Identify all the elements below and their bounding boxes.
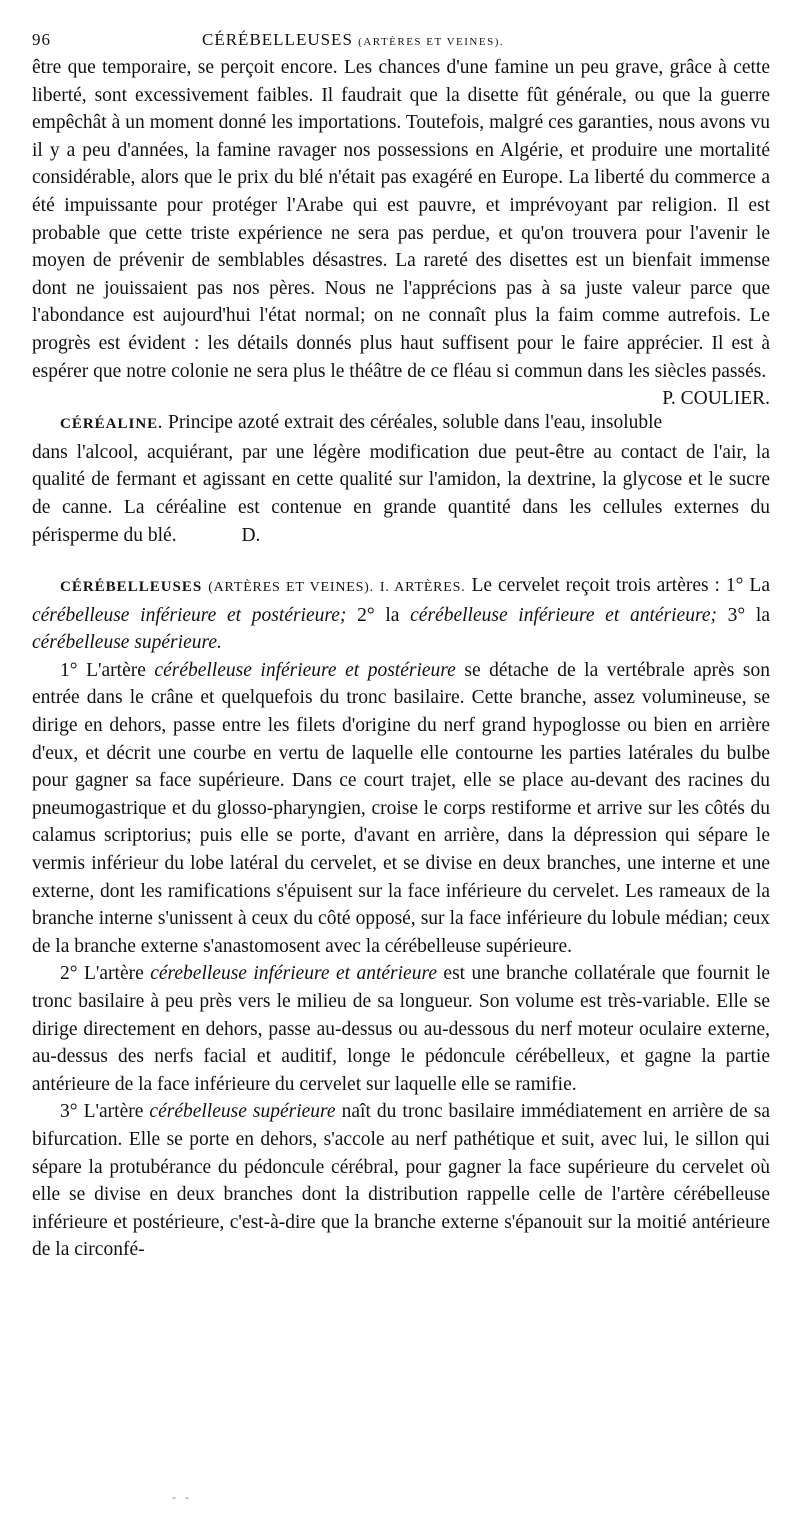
cerealine-text: Principe azoté extrait des céréales, soluble dans l'eau, insoluble dans l'alcool, acquiérant, par une légère modification due peut-être au contact de l'air, la qualité de fermant et agissant en cette qualité sur l'amidon, la dextrine, la glycose et le sucre de canne. La céréaline est contenue en grande quantité dans les cellules externes du périsperme du blé.	[32, 412, 770, 546]
intro-text-3: 3° la	[716, 604, 771, 626]
page-number: 96	[32, 30, 51, 49]
artery-3-name: cérébelleuse supérieure	[149, 1101, 336, 1123]
famine-text: être que temporaire, se perçoit encore. Les chances d'une famine un peu grave, grâce à cette liberté, sont excessivement faibles. Il faudrait que la disette fût générale, ou que la guerre empêchât à un moment donné les importations. Toutefois, malgré ces garanties, nous avons vu il y a peu d'années, la famine ravager nos possessions en Algérie, et produire une mortalité considérable, alors que le prix du blé n'était pas exagéré en Europe. La liberté du commerce a été impuissante pour protéger l'Arabe qui est pauvre, et imprévoyant par religion. Il est probable que cette triste expérience ne sera pas perdue, et qu'on trouvera pour l'avenir le moyen de prévenir de semblables désastres. La rareté des disettes est un bienfait immense dont ne jouissaient pas nos pères. Nous ne l'apprécions pas à sa juste valeur parce que l'abondance est aujourd'hui l'état normal; on ne connaît plus la faim comme autrefois. Le progrès est évident : les détails donnés plus haut suffisent pour le faire apprécier. Il est à espérer que notre colonie ne sera plus le théâtre de ce fléau si commun dans les siècles passés.	[32, 57, 770, 382]
artery-2-lead: 2° L'artère	[60, 963, 151, 985]
cerealine-entry	[32, 409, 770, 549]
cerebelleuses-headword: CÉRÉBELLEUSES	[60, 579, 203, 596]
intro-text-1: Le cervelet reçoit trois artères : 1° La	[465, 575, 770, 597]
artery-2-paragraph	[32, 960, 770, 1098]
artery-3-lead: 3° L'artère	[60, 1101, 150, 1123]
intro-italic-2: cérébelleuse inférieure et antérieure;	[410, 604, 717, 626]
artery-2-name: cérebelleuse inférieure et antérieure	[150, 963, 437, 985]
artery-3-text: naît du tronc basilaire immédiatement en arrière de sa bifurcation. Elle se porte en dehors, s'accole au nerf pathétique et suit, avec lui, le sillon qui sépare la protubérance du pédoncule cérébral, pour gagner la face supérieure du cervelet où elle se divise en deux branches dont la distribution rappelle celle de l'artère cérébelleuse inférieure et postérieure, c'est-à-dire que la branche externe s'épanouit sur la moitié antérieure de la circonfé-	[32, 1101, 770, 1261]
artery-3-paragraph	[32, 1098, 770, 1264]
section-gap	[32, 385, 770, 409]
running-header	[32, 28, 770, 54]
cerealine-headword: CÉRÉALINE.	[60, 416, 163, 433]
artery-1-lead: 1° L'artère	[60, 659, 155, 681]
cerebelleuses-intro	[32, 572, 770, 657]
intro-italic-1: cérébelleuse inférieure et postérieure;	[32, 604, 347, 626]
arteres-heading: I. ARTÈRES.	[379, 580, 466, 596]
famine-signature: P. COULIER.	[662, 388, 770, 410]
artery-2-text: est une branche collatérale que fournit le tronc basilaire à peu près vers le milieu de sa longueur. Son volume est très-variable. Elle se dirige directement en dehors, passe au-dessus ou au-dessous du nerf moteur oculaire externe, au-dessus des nerfs facial et auditif, longe le pédoncule cérébelleux, et gagne la partie antérieure de la face inférieure du cervelet sur laquelle elle se ramifie.	[32, 963, 771, 1095]
famine-paragraph	[32, 54, 770, 410]
footer-mark: - -	[172, 1490, 192, 1504]
intro-italic-3: cérébelleuse supérieure.	[32, 632, 222, 654]
cerebelleuses-headword-sub: (ARTÈRES ET VEINES).	[208, 580, 374, 596]
section-gap	[32, 549, 770, 572]
cerealine-signature: D.	[241, 524, 261, 546]
artery-1-paragraph	[32, 657, 770, 961]
page	[32, 28, 770, 1264]
running-title-sub: (ARTÈRES ET VEINES).	[358, 36, 505, 48]
artery-1-text: se détache de la vertébrale après son entrée dans le crâne et quelquefois du tronc basilaire. Cette branche, assez volumineuse, se dirige en dehors, passe entre les filets d'origine du nerf grand hypoglosse ou bien en arrière d'eux, et décrit une courbe en vertu de laquelle elle contourne les parties latérales du bulbe pour gagner sa face supérieure. Dans ce court trajet, elle se place au-devant des racines du pneumogastrique et du glosso-pharyngien, croise le corps restiforme et arrive sur les côtés du calamus scriptorius; puis elle se porte, d'avant en arrière, dans la dépression qui sépare le vermis inférieur du lobe latéral du cervelet, et se divise en deux branches, une interne et une externe, dont les ramifications s'épuisent sur la face inférieure du cervelet. Les rameaux de la branche interne s'unissent à ceux du côté opposé, sur la face inférieure du lobule médian; ceux de la branche externe s'anastomosent avec la cérébelleuse supérieure.	[32, 659, 771, 957]
running-title-main: CÉRÉBELLEUSES	[202, 30, 353, 49]
intro-text-2: 2° la	[346, 604, 411, 626]
artery-1-name: cérébelleuse inférieure et postérieure	[154, 659, 456, 681]
running-title	[202, 30, 504, 50]
